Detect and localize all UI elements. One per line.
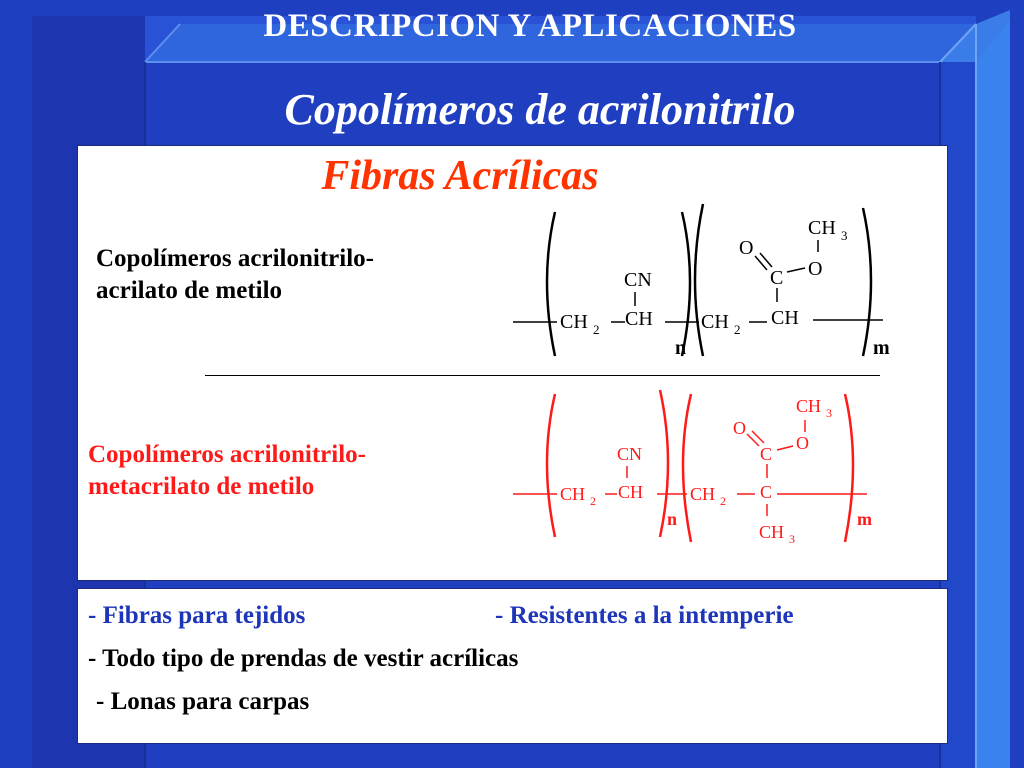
label-o-single: O [808,258,823,280]
bracket-left-m [695,204,703,356]
label-ch-a: CH [625,308,653,330]
label-ch3: CH [808,217,836,239]
label-cn: CN [624,269,652,291]
section-title: Fibras Acrílicas [321,153,599,199]
label-ch-b: CH [771,307,799,329]
app-item-prendas: - Todo tipo de prendas de vestir acrílicas [88,645,519,672]
caption-metacrilato [88,439,488,503]
caption-metacrilato-line2: metacrilato de metilo [88,473,315,500]
caption-acrilato-line1: Copolímeros acrilonitrilo- [96,245,374,272]
label-ch2-b-sub: 2 [734,322,741,337]
bracket-left-n [547,212,555,356]
bracket-left-m [683,394,691,542]
caption-acrilato-line2: acrilato de metilo [96,277,283,304]
label-ch2-a-sub: 2 [593,322,600,337]
label-cn: CN [617,444,643,464]
label-m: m [857,509,872,529]
separator-line [205,375,880,376]
label-ch3-bottom-sub: 3 [789,532,795,546]
label-c: C [770,267,784,289]
structure-metacrilato [505,382,905,552]
label-o-double: O [733,418,746,438]
label-o-single: O [796,433,809,453]
label-ch2-a: CH [560,484,586,504]
label-n: n [667,509,678,529]
structure-acrilato [505,200,905,375]
label-ch3-bottom: CH [759,522,785,542]
label-ch2-b-sub: 2 [720,494,726,508]
label-ch3: CH [796,396,822,416]
app-item-resistentes: - Resistentes a la intemperie [495,602,794,629]
label-ch3-sub: 3 [841,228,848,243]
label-ch2-b: CH [701,311,729,333]
label-n: n [675,337,687,359]
bracket-right-m [863,208,871,356]
app-item-fibras: - Fibras para tejidos [88,602,306,629]
bracket-right-n [682,212,690,356]
app-item-lonas: - Lonas para carpas [96,688,310,715]
label-ch3-sub: 3 [826,406,832,420]
label-m: m [873,337,890,359]
slide-subtitle: Copolímeros de acrilonitrilo [284,85,796,134]
label-ch-a: CH [618,482,644,502]
bracket-left-n [547,394,555,537]
label-ch2-a-sub: 2 [590,494,596,508]
bracket-right-m [845,394,853,542]
caption-metacrilato-line1: Copolímeros acrilonitrilo- [88,441,366,468]
slide-title: DESCRIPCION Y APLICACIONES [263,8,797,44]
caption-acrilato [96,243,496,307]
label-c: C [760,444,773,464]
label-c-main: C [760,482,773,502]
label-ch2-b: CH [690,484,716,504]
label-o-double: O [739,237,754,259]
label-ch2-a: CH [560,311,588,333]
